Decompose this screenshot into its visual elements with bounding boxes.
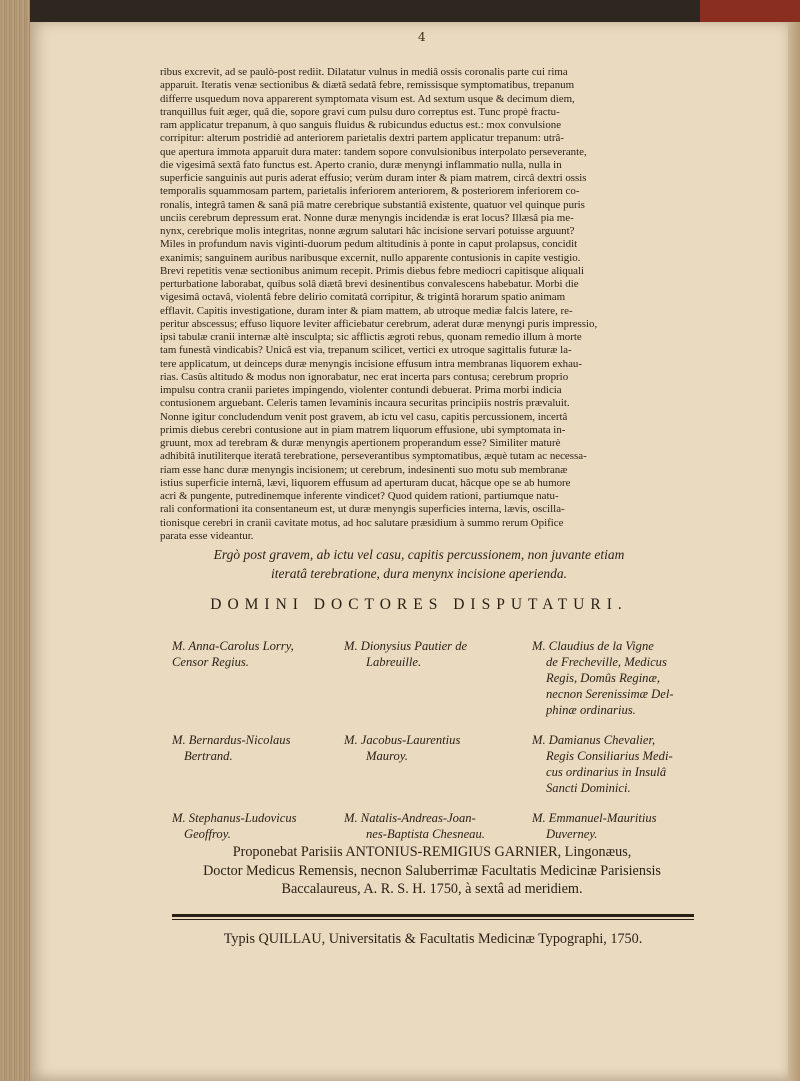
doctor-entry (172, 732, 344, 796)
body-line: unciis cerebrum depressum erat. Nonne duræ menyngis incidendæ is erat locus? Illæsâ pia me- (160, 211, 574, 224)
body-line: Brevi repetitis venæ sectionibus animum recepit. Primis diebus febre mediocri capitisque aliquali (160, 264, 585, 277)
printer-imprint: Typis QUILLAU, Universitatis & Facultatis Medicinæ Typographi, 1750. (223, 931, 643, 947)
body-line: perturbatione laborabat, quibus solâ diætâ brevi desinentibus convalescens habebatur. Morbi die (160, 278, 579, 290)
doctor-line: M. Damianus Chevalier, (532, 733, 656, 747)
body-line: exanimis; sanguinem auribus naribusque excernit, nullo apparente contusionis in capite vestigio. (160, 251, 581, 264)
body-line: tam funestâ vindicabis? Unicâ est via, trepanum scilicet, vertici ex utroque sagittalis futuræ la- (160, 344, 572, 357)
binding-strip (700, 0, 800, 22)
body-line: ronalis, integrâ tamen & sanâ piâ matre cerebrique substantiâ existente, quatuor vel quinque puris (160, 198, 585, 211)
body-line: rias. Casûs altitudo & modus non ignorabatur, nec erat incerta pars contusa; cerebrum proprio (160, 370, 569, 383)
doctor-line: Duverney. (546, 827, 598, 841)
doctor-line: M. Stephanus-Ludovicus (172, 811, 297, 825)
body-line: que apertura immota apparuit dura mater: tandem sopore convulsionibus interpolato perseverante, (160, 145, 587, 158)
thesis-conclusion (160, 545, 678, 583)
respondent-line: Baccalaureus, A. R. S. H. 1750, à sextâ ad meridiem. (281, 881, 583, 897)
body-line: differre usquedum nova apparerent symptomata visum est. Ad sextum usque & decimum diem, (160, 92, 575, 105)
doctor-line: M. Claudius de la Vigne (532, 639, 654, 653)
body-line: acri & pungente, putredinemque inferente vindicet? Quod quidem rationi, partiumque natu- (160, 490, 559, 502)
doctor-line: Regis, Domûs Reginæ, (546, 671, 661, 685)
body-line: corripitur: alterum postridiè ad anteriorem parietalis dextri partem applicatur trepanum: utrâ- (160, 132, 565, 145)
doctor-line: cus ordinarius in Insulâ (546, 765, 667, 779)
body-line: primis diebus cerebri contusione aut in piam matrem liquorum effusione, ubi symptomata in- (160, 423, 566, 436)
doctor-line: de Frecheville, Medicus (546, 655, 667, 669)
doctor-line: necnon Serenissimæ Del- (546, 687, 674, 701)
doctor-line: M. Dionysius Pautier de (344, 639, 468, 653)
doctor-line: Bertrand. (184, 749, 233, 763)
respondent-line: Doctor Medicus Remensis, necnon Saluberrimæ Facultatis Medicinæ Parisiensis (203, 862, 661, 879)
body-line: tere applicatum, ut deinceps duræ menyngis incisione effusum intra membranas liquorem exhau- (160, 357, 582, 370)
body-line: nynx, cerebrique molis integritas, nonne ægrum salutari hâc incisione servari potuisse arguunt? (160, 225, 575, 237)
doctor-line: Sancti Dominici. (546, 781, 631, 795)
body-line: parata esse videantur. (160, 529, 254, 542)
body-line: tionisque cerebri in cranii cavitate motus, ad hoc salutare præsidium à summo rerum Opifice (160, 516, 564, 529)
body-line: gruunt, mox ad terebram & duræ menyngis apertionem properandum esse? Similiter maturè (160, 437, 561, 449)
doctor-entry (532, 810, 712, 842)
body-line: superficie sanguinis aut puris aderat effusio; verùm duram inter & piam matrem, circâ dextri ossis (160, 172, 587, 184)
doctor-line: M. Emmanuel-Mauritius (532, 811, 657, 825)
body-line: adhibitâ inutiliterque iteratâ terebratione, perseverantibus symptomatibus, æquè tutam ac necessa- (160, 450, 587, 463)
divider-rule (172, 914, 694, 917)
body-line: rali conformationi ita consentaneum est, ut duræ menyngis superficies interna, lævis, oscilla- (160, 503, 565, 516)
doctor-line: M. Anna-Carolus Lorry, (172, 639, 294, 653)
body-line: ram applicatur trepanum, à quo sanguis fluidus & rubicundus eductus est.: mox convulsione (160, 119, 562, 131)
doctors-list (172, 638, 712, 842)
body-line: riam esse hanc duræ menyngis incisionem; ut cerebrum, indesinenti suo motu sub membranæ (160, 463, 568, 476)
body-line: Nonne igitur concludendum venit post gravem, ab ictu vel casu, capitis percussionem, incertâ (160, 410, 568, 423)
book-spine-edge (0, 0, 30, 1081)
body-line: impulsu contra cranii parietes impingendo, violenter contundi debuerat. Prima morbi indicia (160, 384, 562, 396)
doctor-entry (172, 810, 344, 842)
doctor-entry (344, 638, 532, 718)
page-fore-edge (788, 22, 800, 1081)
respondent-line: Proponebat Parisiis ANTONIUS-REMIGIUS GARNIER, Lingonæus, (232, 844, 632, 860)
doctor-line: Labreuille. (366, 655, 422, 669)
body-line: efflavit. Capitis investigatione, duram inter & piam mattem, ab utroque mediæ falcis latere, re- (160, 304, 573, 317)
conclusion-line: Ergò post gravem, ab ictu vel casu, capitis percussionem, non juvante etiam (213, 547, 625, 562)
doctor-entry (344, 810, 532, 842)
body-line: Miles in profundum navis viginti-duorum pedum altitudinis à ponte in caput prolapsus, concidit (160, 238, 578, 251)
doctor-line: Regis Consiliarius Medi- (546, 749, 673, 763)
doctor-line: M. Jacobus-Laurentius (344, 733, 461, 747)
body-line: contusionem arguebant. Celeris tamen levaminis incaura securitas principiis nostris prævaluit. (160, 397, 570, 410)
body-line: peritur abscessus; effuso liquore leviter afficiebatur cerebrum, aderat duræ menyngi puris impressio, (160, 317, 598, 330)
doctor-line: M. Bernardus-Nicolaus (172, 733, 291, 747)
doctor-entry (532, 732, 712, 796)
doctor-line: nes-Baptista Chesneau. (366, 827, 485, 841)
doctor-line: phinæ ordinarius. (546, 703, 636, 717)
divider-rule-thin (172, 919, 694, 920)
body-line: vigesimâ octavâ, violentâ febre delirio comitatâ corripitur, & trigintâ horarum spatio animam (160, 291, 566, 304)
body-line: temporalis squammosam partem, parietalis inferiorem anteriorem, & posteriorem inferiorem co- (160, 185, 580, 198)
body-line: istius superficie internâ, lævi, liquorem effusum ad aperturam ducat, hâcque ope se ab humore (160, 476, 571, 489)
doctor-line: Geoffroy. (184, 827, 231, 841)
doctor-line: M. Natalis-Andreas-Joan- (344, 811, 476, 825)
doctor-entry (172, 638, 344, 718)
doctors-heading: DOMINI DOCTORES DISPUTATURI. (210, 596, 628, 613)
body-line: die vigesimâ sextâ fato functus est. Aperto cranio, duræ menyngi inflammatio nulla, nulla in (160, 158, 562, 171)
page-number: 4 (418, 30, 426, 44)
body-line: apparuit. Iteratis venæ sectionibus & diætâ sedatâ febre, remissisque symptomatibus, trepanum (160, 79, 575, 92)
respondent-statement (172, 843, 692, 899)
thesis-body-text (160, 66, 678, 543)
conclusion-line: iteratâ terebratione, dura menynx incisione aperienda. (270, 566, 568, 581)
body-line: ribus excrevit, ad se paulò-post rediit. Dilatatur vulnus in mediâ ossis coronalis parte cui rima (160, 66, 568, 78)
body-line: tranquillus fuit æger, quâ die, sopore gravi cum pulsu duro correptus est. Tunc propè fractu- (160, 105, 560, 118)
doctor-line: Mauroy. (366, 749, 408, 763)
body-line: ipsi tabulæ cranii internæ altè insculpta; sic afflictis ægroti rebus, quonam remedio illum à morte (160, 331, 582, 343)
doctor-entry (344, 732, 532, 796)
doctor-line: Censor Regius. (172, 655, 249, 669)
doctor-entry (532, 638, 712, 718)
